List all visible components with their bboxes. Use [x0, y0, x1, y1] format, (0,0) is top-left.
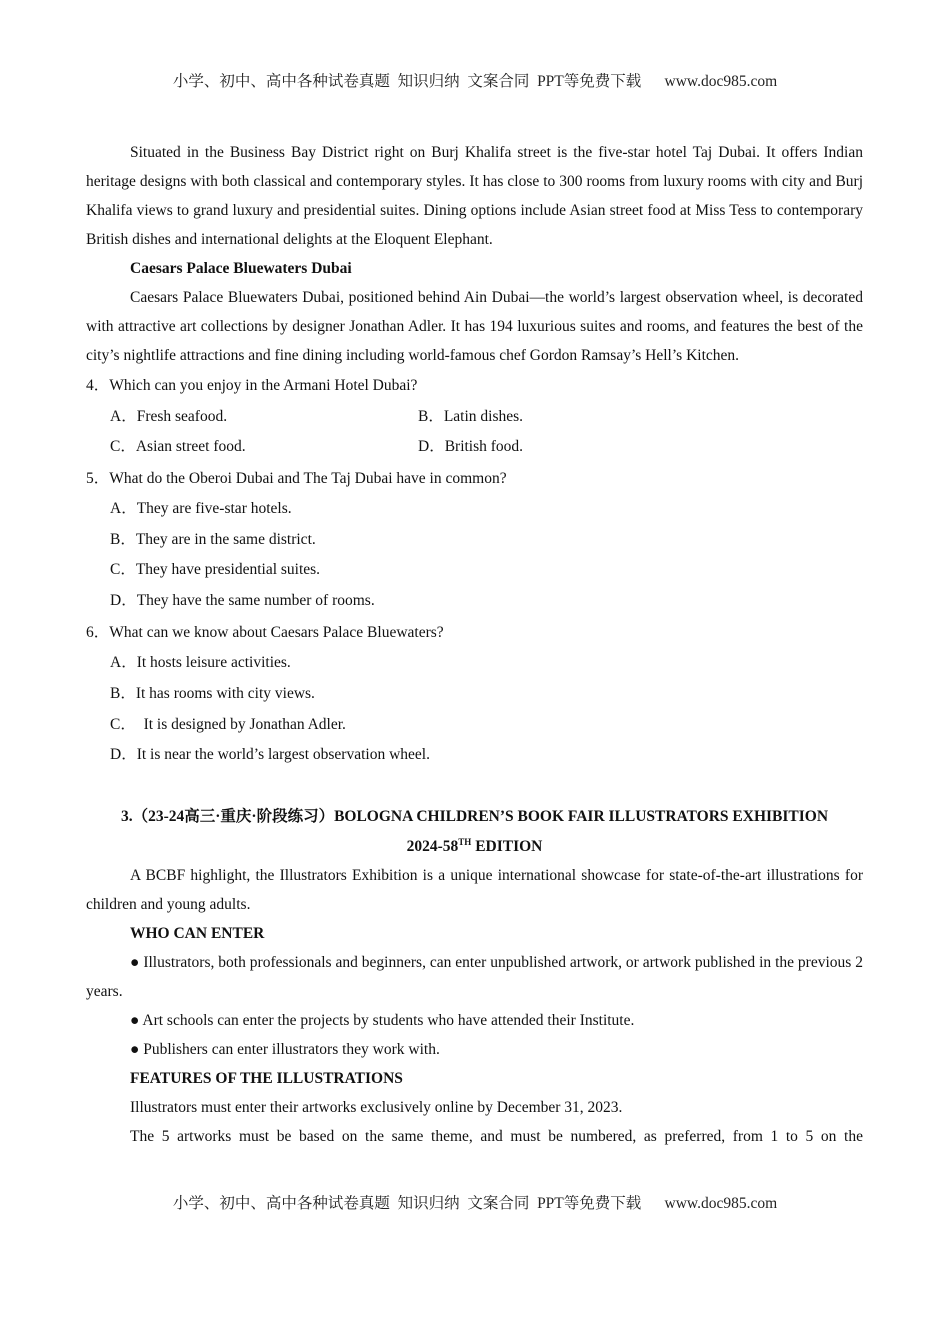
page-header: 小学、初中、高中各种试卷真题 知识归纳 文案合同 PPT等免费下载 www.doc985.com [172, 73, 778, 90]
section-3-title-line-1: 3.（23-24高三·重庆·阶段练习）BOLOGNA CHILDREN’S BOOK FAIR ILLUSTRATORS EXHIBITION [120, 808, 829, 826]
edition-word: EDITION [471, 837, 543, 855]
bullet-publishers: ● Publishers can enter illustrators they work with. [130, 1040, 440, 1058]
question-6-option-d: D．It is near the world’s largest observation wheel. [110, 746, 430, 764]
question-4-option-c: C．Asian street food. [110, 438, 246, 455]
question-5-option-a: A．They are five-star hotels. [110, 500, 292, 517]
question-5-option-b: B．They are in the same district. [110, 530, 316, 548]
taj-dubai-paragraph: Situated in the Business Bay District right on Burj Khalifa street is the five-star hotel Taj Dubai. It offers Indian heritage designs with both classical and contemporary styles. It has close to 300 rooms from luxury rooms with city and Burj Khalifa views to grand luxury and presidential suites. Dining options include Asian street food at Miss Tess to contemporary British dishes and international delights at the Eloquent Elephant. [86, 144, 863, 248]
caesars-paragraph: Caesars Palace Bluewaters Dubai, positioned behind Ain Dubai—the world’s largest observation wheel, is decorated with attractive art collections by designer Jonathan Adler. It has 194 luxurious suites and rooms, and features the best of the city’s nightlife attractions and fine dining including world-famous chef Gordon Ramsay’s Hell’s Kitchen. [86, 289, 863, 364]
bullet-art-schools: ● Art schools can enter the projects by students who have attended their Institute. [130, 1011, 635, 1029]
page-footer: 小学、初中、高中各种试卷真题 知识归纳 文案合同 PPT等免费下载 www.doc985.com [172, 1195, 778, 1212]
question-6: 6．What can we know about Caesars Palace Bluewaters? [86, 623, 444, 641]
question-4-option-b: B．Latin dishes. [418, 407, 524, 425]
question-5-option-d: D．They have the same number of rooms. [110, 592, 375, 610]
question-4-options-row-2 [86, 432, 863, 463]
edition-ordinal-suffix: TH [458, 836, 472, 847]
features-heading: FEATURES OF THE ILLUSTRATIONS [130, 1069, 403, 1087]
question-4-options-row-1 [86, 402, 863, 433]
question-4-option-d: D．British food. [418, 438, 524, 455]
document-body [86, 138, 863, 1151]
question-5-option-c: C．They have presidential suites. [110, 561, 321, 579]
question-4: 4．Which can you enjoy in the Armani Hotel Dubai? [86, 377, 418, 394]
question-5: 5．What do the Oberoi Dubai and The Taj Dubai have in common? [86, 469, 507, 487]
features-paragraph-1: Illustrators must enter their artworks exclusively online by December 31, 2023. [130, 1098, 623, 1116]
who-can-enter-heading: WHO CAN ENTER [130, 924, 265, 942]
edition-year: 2024-58 [406, 837, 459, 855]
caesars-heading: Caesars Palace Bluewaters Dubai [130, 260, 352, 277]
question-6-option-b: B．It has rooms with city views. [110, 685, 315, 703]
section-3-intro: A BCBF highlight, the Illustrators Exhibition is a unique international showcase for state-of-the-art illustrations for children and young adults. [86, 866, 863, 913]
question-6-option-a: A．It hosts leisure activities. [110, 654, 291, 672]
bullet-illustrators: ● Illustrators, both professionals and beginners, can enter unpublished artwork, or artwork published in the previous 2 years. [86, 953, 863, 1000]
features-paragraph-2: The 5 artworks must be based on the same theme, and must be numbered, as preferred, from 1 to 5 on the [130, 1127, 863, 1145]
section-3-title-line-2 [86, 832, 863, 861]
question-4-option-a: A．Fresh seafood. [110, 407, 228, 425]
question-6-option-c: C． It is designed by Jonathan Adler. [110, 715, 346, 733]
